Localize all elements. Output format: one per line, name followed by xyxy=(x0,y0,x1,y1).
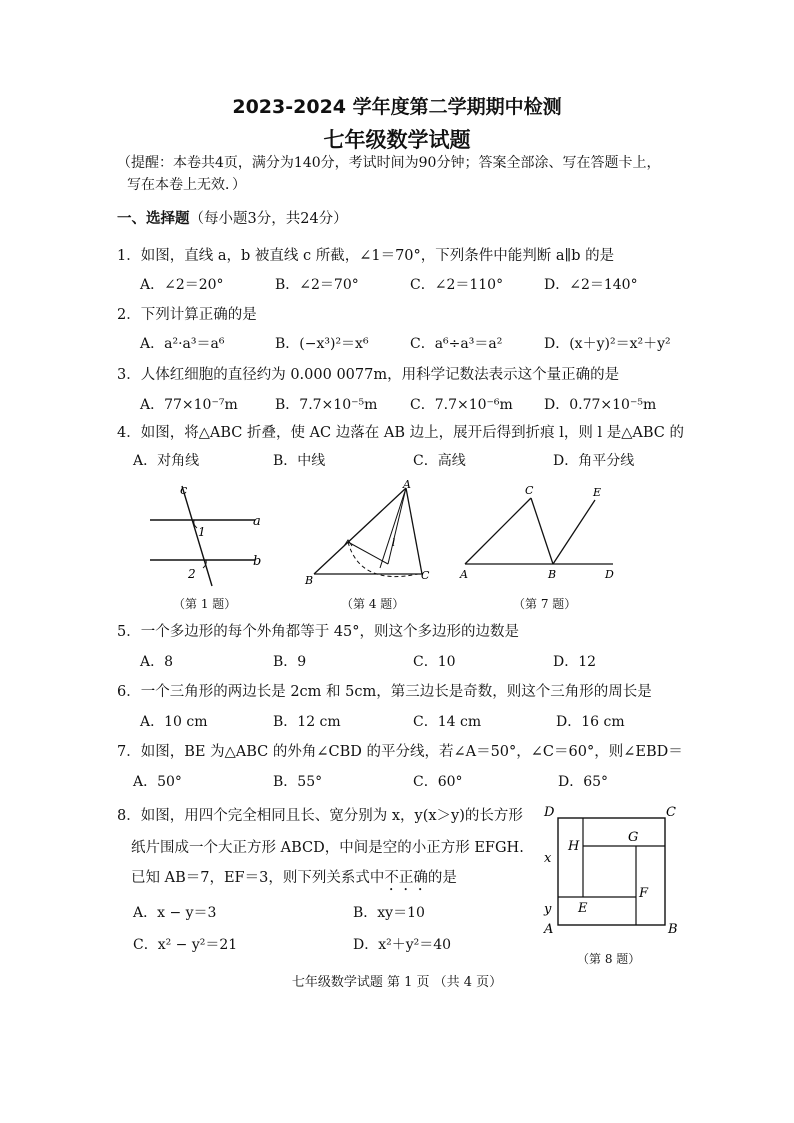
question-1-option-c: C．∠2＝110° xyxy=(410,277,504,293)
question-2-stem: 2．下列计算正确的是 xyxy=(117,307,257,323)
question-1-stem: 1．如图，直线 a，b 被直线 c 所截，∠1＝70°，下列条件中能判断 a∥b 的是 xyxy=(117,248,615,264)
question-2-option-a: A．a²·a³＝a⁶ xyxy=(140,336,225,352)
fig4-label-l: l xyxy=(392,538,396,549)
fig1-label-a: a xyxy=(253,514,261,529)
question-5-option-b: B．9 xyxy=(273,654,307,670)
question-6-option-c: C．14 cm xyxy=(413,714,482,730)
question-8-stem-line-3 xyxy=(131,866,457,894)
figure-8-caption: （第 8 题） xyxy=(577,952,641,966)
fig8-label-f: F xyxy=(639,886,649,901)
fig8-label-c: C xyxy=(666,805,676,820)
fig8-label-a: A xyxy=(544,922,554,937)
question-5-option-c: C．10 xyxy=(413,654,456,670)
question-3-option-b: B．7.7×10⁻⁵m xyxy=(275,397,378,413)
question-8-emphasis: 不正确 xyxy=(384,870,428,886)
question-5-stem: 5．一个多边形的每个外角都等于 45°，则这个多边形的边数是 xyxy=(117,624,520,640)
question-7-option-b: B．55° xyxy=(273,774,323,790)
fig8-label-d: D xyxy=(544,805,555,820)
figure-4 xyxy=(300,478,440,590)
figure-8 xyxy=(538,800,688,942)
question-3-stem: 3．人体红细胞的直径约为 0.000 0077m，用科学记数法表示这个量正确的是 xyxy=(117,367,620,383)
question-4-option-c: C．高线 xyxy=(413,453,466,469)
question-8-option-a: A．x − y＝3 xyxy=(133,905,217,921)
fig1-label-c: c xyxy=(180,483,188,498)
question-7-option-c: C．60° xyxy=(413,774,463,790)
question-2-option-c: C．a⁶÷a³＝a² xyxy=(410,336,503,352)
question-5-option-a: A．8 xyxy=(140,654,174,670)
fig8-label-y: y xyxy=(544,902,552,917)
fig8-label-g: G xyxy=(628,830,639,845)
section-heading xyxy=(117,207,348,228)
fig8-label-x: x xyxy=(544,851,552,866)
fig1-label-b: b xyxy=(253,554,262,569)
question-4-option-d: D．角平分线 xyxy=(553,453,635,469)
question-8-option-d: D．x²＋y²＝40 xyxy=(353,937,452,953)
figure-7-caption: （第 7 题） xyxy=(513,597,577,611)
fig7-label-a: A xyxy=(460,568,468,581)
question-8-option-c: C．x² − y²＝21 xyxy=(133,937,238,953)
question-8-stem-line-2: 纸片围成一个大正方形 ABCD，中间是空的小正方形 EFGH. xyxy=(131,840,524,856)
fig7-label-e: E xyxy=(593,486,602,499)
notice-line-1: （提醒：本卷共4页，满分为140分，考试时间为90分钟；答案全部涂、写在答题卡上， xyxy=(117,155,661,171)
question-7-option-d: D．65° xyxy=(558,774,609,790)
figure-1-caption: （第 1 题） xyxy=(173,597,237,611)
question-6-option-b: B．12 cm xyxy=(273,714,341,730)
fig1-label-1: 1 xyxy=(198,525,206,539)
question-1-option-b: B．∠2＝70° xyxy=(275,277,359,293)
question-5-option-d: D．12 xyxy=(553,654,597,670)
question-3-option-a: A．77×10⁻⁷m xyxy=(140,397,238,413)
exam-subtitle: 七年级数学试题 xyxy=(323,128,471,152)
figure-4-caption: （第 4 题） xyxy=(341,597,405,611)
fig4-label-a: A xyxy=(403,478,411,491)
question-8-stem-line-3b: 的是 xyxy=(427,870,457,886)
question-7-stem: 7．如图，BE 为△ABC 的外角∠CBD 的平分线，若∠A＝50°，∠C＝60°，则∠EBD＝ xyxy=(117,744,683,760)
fig4-label-c: C xyxy=(421,569,430,582)
question-2-option-d: D．(x＋y)²＝x²＋y² xyxy=(544,336,671,352)
fig8-label-b: B xyxy=(668,922,678,937)
question-6-option-a: A．10 cm xyxy=(140,714,208,730)
question-1-option-a: A．∠2＝20° xyxy=(140,277,224,293)
fig1-label-2: 2 xyxy=(188,567,196,581)
question-4-option-b: B．中线 xyxy=(273,453,326,469)
figure-1 xyxy=(140,480,270,590)
question-3-option-c: C．7.7×10⁻⁶m xyxy=(410,397,513,413)
page-footer: 七年级数学试题 第 1 页 （共 4 页） xyxy=(291,975,503,990)
fig8-label-e: E xyxy=(578,901,588,916)
fig4-label-b: B xyxy=(305,574,314,587)
question-8-stem-line-1: 8．如图，用四个完全相同且长、宽分别为 x，y(x＞y)的长方形 xyxy=(117,808,523,824)
question-2-option-b: B．(−x³)²＝x⁶ xyxy=(275,336,369,352)
exam-notice xyxy=(117,152,677,196)
question-6-option-d: D．16 cm xyxy=(556,714,625,730)
question-3-option-d: D．0.77×10⁻⁵m xyxy=(544,397,657,413)
figure-7 xyxy=(455,480,625,586)
question-8-option-b: B．xy＝10 xyxy=(353,905,425,921)
exam-title: 2023-2024 学年度第二学期期中检测 xyxy=(232,96,562,118)
question-4-option-a: A．对角线 xyxy=(133,453,200,469)
notice-line-2: 写在本卷上无效．） xyxy=(127,177,246,193)
section-subtitle: （每小题3分，共24分） xyxy=(189,211,348,227)
question-4-stem: 4．如图，将△ABC 折叠，使 AC 边落在 AB 边上，展开后得到折痕 l，则 l 是△ABC 的 xyxy=(117,425,684,441)
question-1-option-d: D．∠2＝140° xyxy=(544,277,638,293)
fig8-label-h: H xyxy=(568,839,580,854)
section-title: 一、选择题 xyxy=(117,210,190,227)
question-6-stem: 6．一个三角形的两边长是 2cm 和 5cm，第三边长是奇数，则这个三角形的周长是 xyxy=(117,684,652,700)
fig7-label-c: C xyxy=(525,484,534,497)
question-8-stem-line-3a: 已知 AB＝7，EF＝3，则下列关系式中 xyxy=(131,870,385,886)
fig7-label-b: B xyxy=(548,568,557,581)
question-7-option-a: A．50° xyxy=(133,774,182,790)
fig7-label-d: D xyxy=(605,568,614,581)
